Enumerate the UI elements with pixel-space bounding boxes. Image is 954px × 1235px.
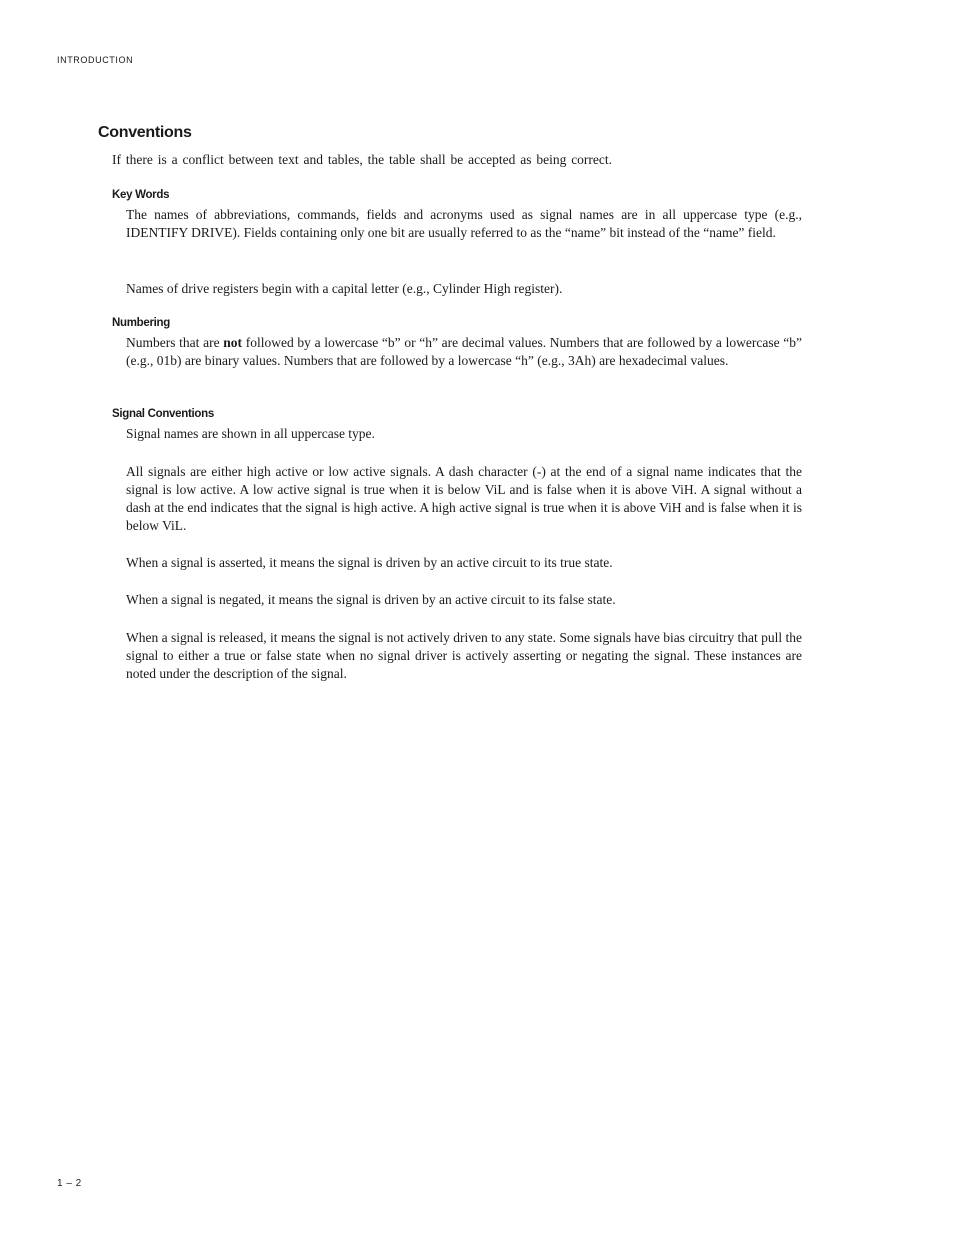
signal-paragraph-5: When a signal is released, it means the signal is not actively driven to any state. Some signals have bias circuitry that pull the signal to either a true or false state when no signal driver is actively asserting or negating the signal. These instances are noted under the description of the signal. bbox=[126, 630, 802, 681]
keywords-paragraph-1: The names of abbreviations, commands, fields and acronyms used as signal names are in all uppercase type (e.g., IDENTIFY DRIVE). Fields containing only one bit are usually referred to as the “name” bit instead of the “name” field. bbox=[126, 207, 802, 240]
numbering-emphasis: not bbox=[223, 335, 243, 350]
numbering-paragraph bbox=[126, 334, 802, 370]
keywords-heading: Key Words bbox=[112, 189, 170, 201]
signal-paragraph-1: Signal names are shown in all uppercase type. bbox=[126, 426, 375, 441]
signal-paragraph-2: All signals are either high active or low active signals. A dash character (-) at the end of a signal name indicates that the signal is low active. A low active signal is true when it is below ViL and is false when it is above ViH. A signal without a dash at the end indicates that the signal is high active. A high active signal is true when it is above ViH and is false when it is below ViL. bbox=[126, 464, 802, 533]
page-number: 1 – 2 bbox=[57, 1178, 82, 1189]
section-intro: If there is a conflict between text and tables, the table shall be accepted as being correct. bbox=[112, 152, 613, 167]
signal-paragraph-4: When a signal is negated, it means the signal is driven by an active circuit to its false state. bbox=[126, 592, 616, 607]
section-title: Conventions bbox=[98, 124, 192, 141]
running-header: INTRODUCTION bbox=[57, 55, 134, 65]
numbering-text-end: followed by a lowercase “b” or “h” are decimal values. Numbers that are followed by a lowercase “b” (e.g., 01b) are binary values. Numbers that are followed by a lowercase “h” (e.g., 3Ah) are hexadecimal values. bbox=[126, 335, 802, 368]
signal-conventions-heading: Signal Conventions bbox=[112, 408, 214, 420]
signal-paragraph-3: When a signal is asserted, it means the signal is driven by an active circuit to its true state. bbox=[126, 555, 613, 570]
numbering-text-start: Numbers that are bbox=[126, 335, 224, 350]
keywords-paragraph-2: Names of drive registers begin with a capital letter (e.g., Cylinder High register). bbox=[126, 281, 563, 296]
numbering-heading: Numbering bbox=[112, 317, 170, 329]
